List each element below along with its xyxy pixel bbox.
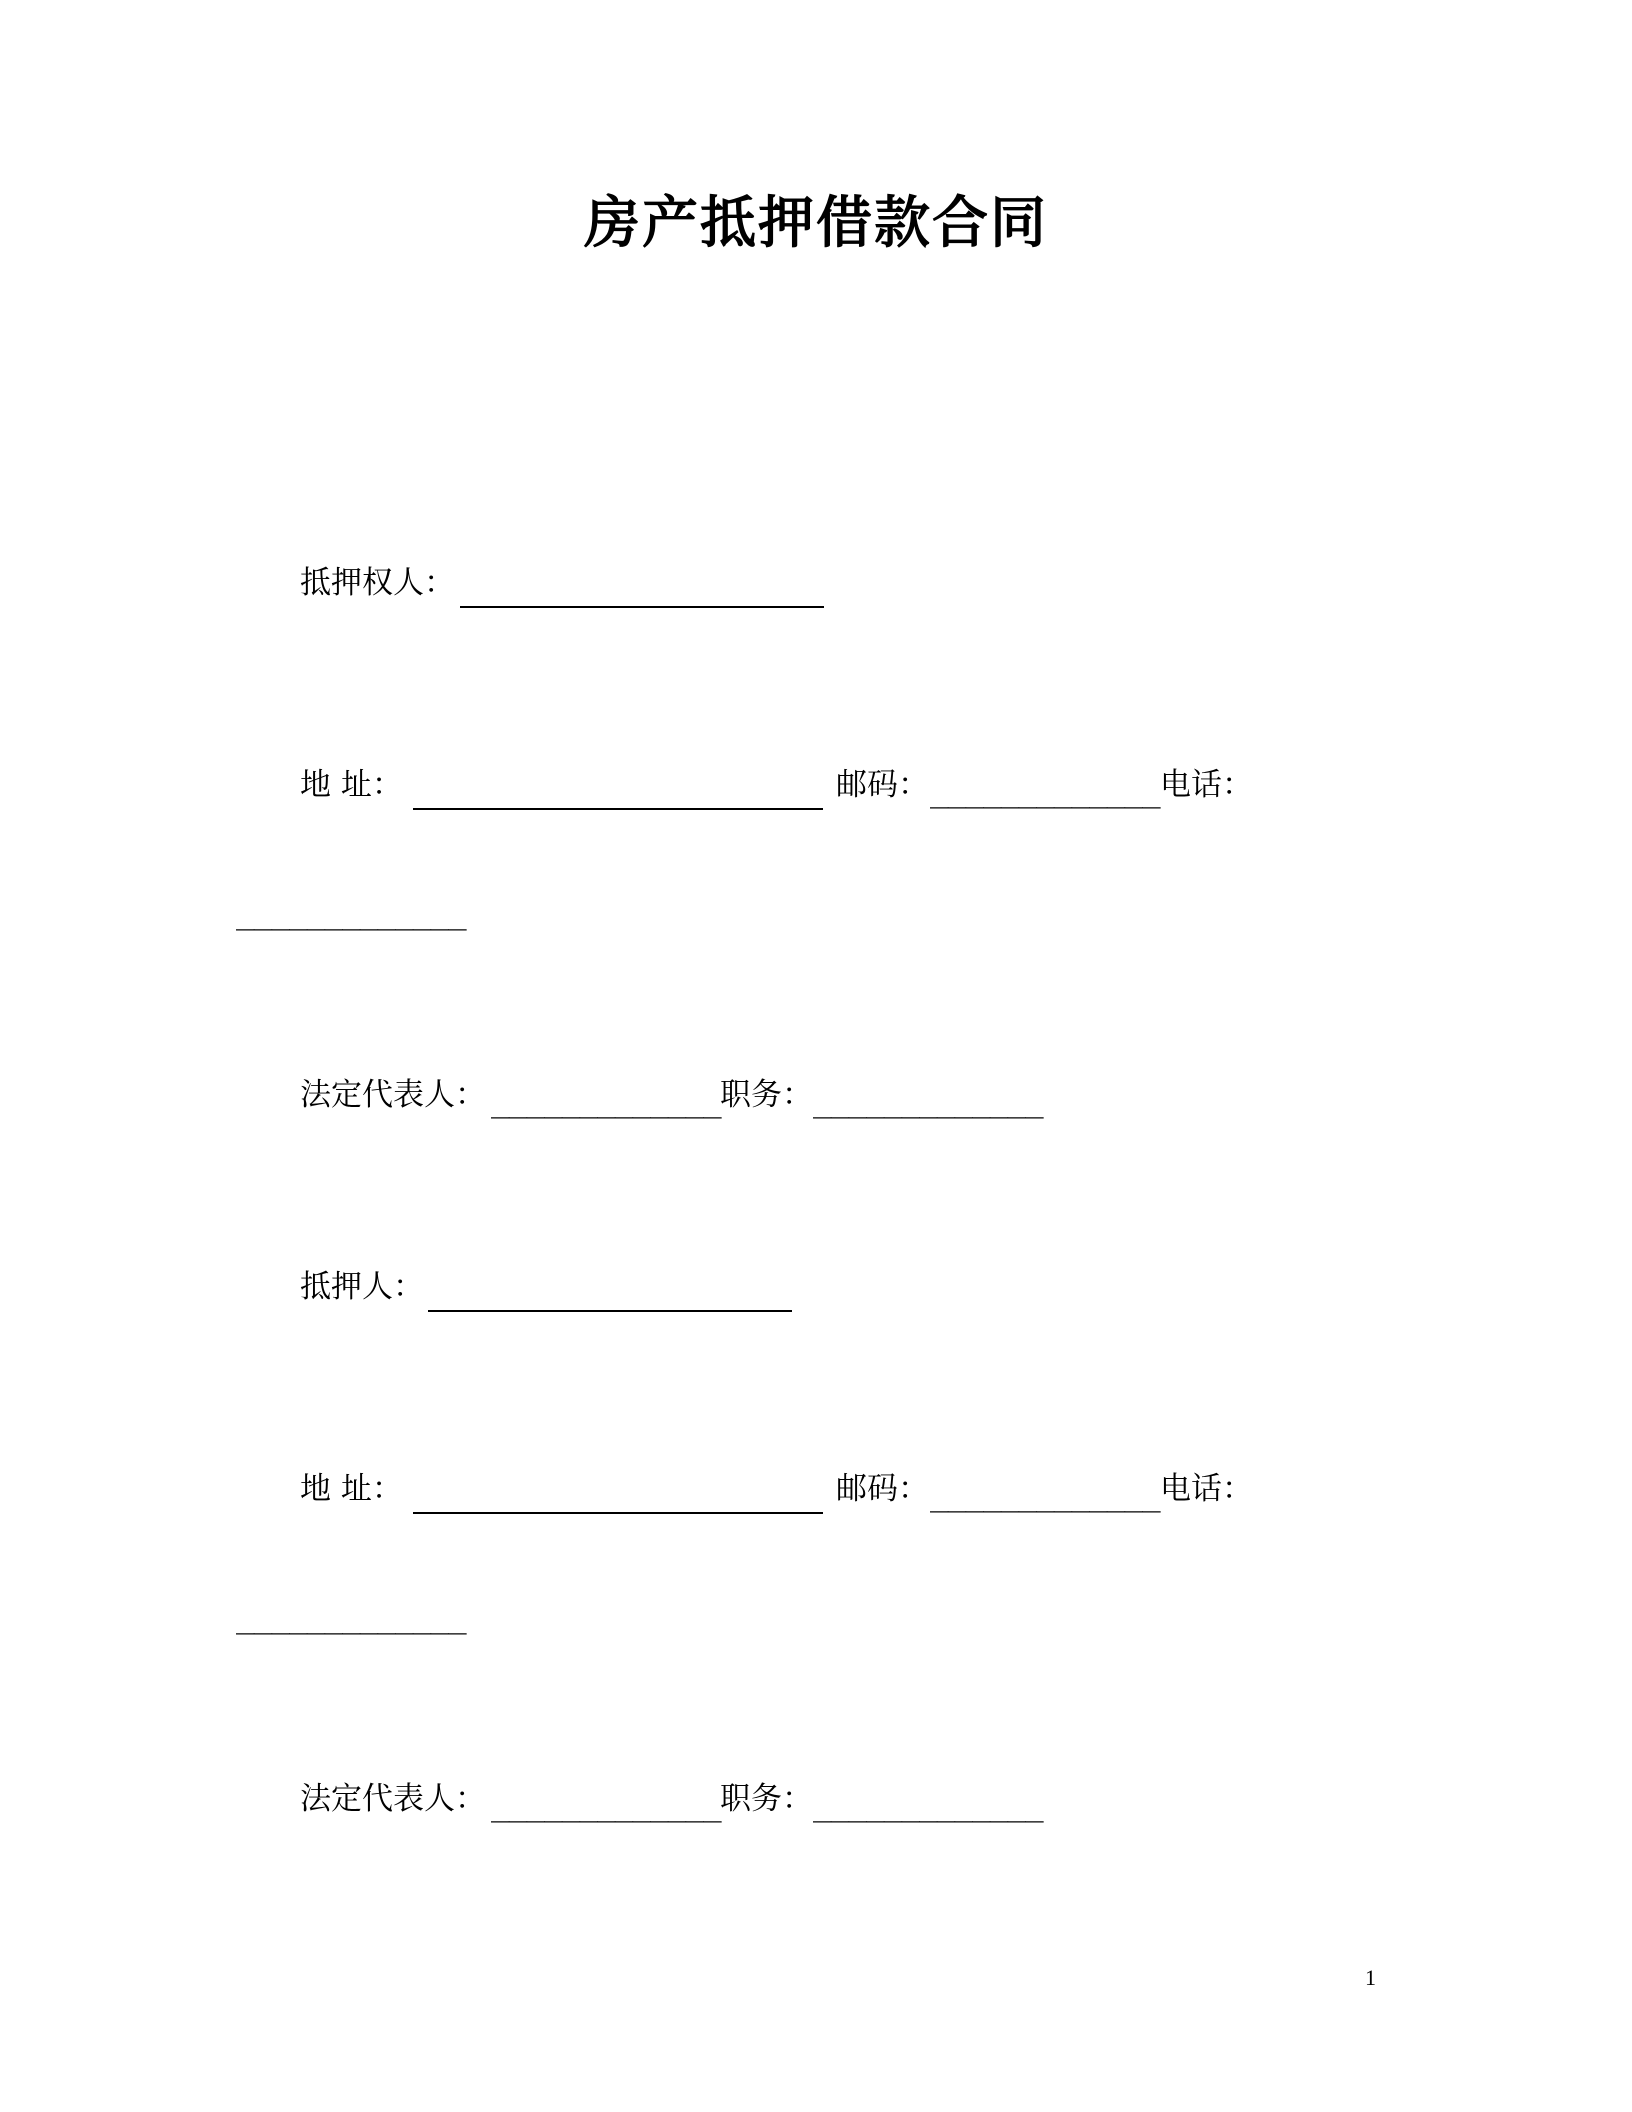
mortgagor-phone-label: 电话： <box>1160 1471 1253 1507</box>
mortgagee-position-blank[interactable]: _____________ <box>813 1083 1043 1119</box>
mortgagor-name-row <box>0 1269 1632 1320</box>
mortgagor-name-label: 抵押人： <box>300 1269 424 1305</box>
mortgagee-legal-rep-blank[interactable]: _____________ <box>491 1083 721 1119</box>
mortgagee-position-label: 职务： <box>720 1077 813 1113</box>
mortgagor-phone-row <box>0 1596 1632 1644</box>
mortgagee-phone-row <box>0 892 1632 940</box>
mortgagee-postcode-label: 邮码： <box>836 767 929 803</box>
mortgagor-address-label: 地 址： <box>300 1471 403 1507</box>
mortgagor-position-blank[interactable]: _____________ <box>813 1787 1043 1823</box>
mortgagor-legal-rep-row <box>0 1781 1632 1832</box>
mortgagee-legal-rep-label: 法定代表人： <box>300 1077 486 1113</box>
mortgagor-address-blank[interactable] <box>413 1512 823 1514</box>
mortgagee-phone-label: 电话： <box>1160 767 1253 803</box>
mortgagor-postcode-blank[interactable]: _____________ <box>930 1477 1160 1513</box>
mortgagee-postcode-blank[interactable]: _____________ <box>930 773 1160 809</box>
mortgagor-address-row <box>0 1471 1632 1522</box>
mortgagor-postcode-label: 邮码： <box>836 1471 929 1507</box>
mortgagee-phone-blank[interactable]: _____________ <box>236 895 466 931</box>
mortgagee-name-label: 抵押权人： <box>300 565 455 601</box>
mortgagee-address-label: 地 址： <box>300 767 403 803</box>
mortgagor-legal-rep-label: 法定代表人： <box>300 1781 486 1817</box>
mortgagee-address-row <box>0 767 1632 818</box>
mortgagor-legal-rep-blank[interactable]: _____________ <box>491 1787 721 1823</box>
mortgagee-name-row <box>0 565 1632 616</box>
document-title: 房产抵押借款合同 <box>584 191 1048 256</box>
mortgagor-name-blank[interactable] <box>428 1310 792 1312</box>
mortgagee-address-blank[interactable] <box>413 808 823 810</box>
mortgagee-legal-rep-row <box>0 1077 1632 1128</box>
mortgagor-position-label: 职务： <box>720 1781 813 1817</box>
mortgagee-name-blank[interactable] <box>460 606 824 608</box>
mortgagor-phone-blank[interactable]: _____________ <box>236 1599 466 1635</box>
page-number: 1 <box>1365 1965 1376 1990</box>
